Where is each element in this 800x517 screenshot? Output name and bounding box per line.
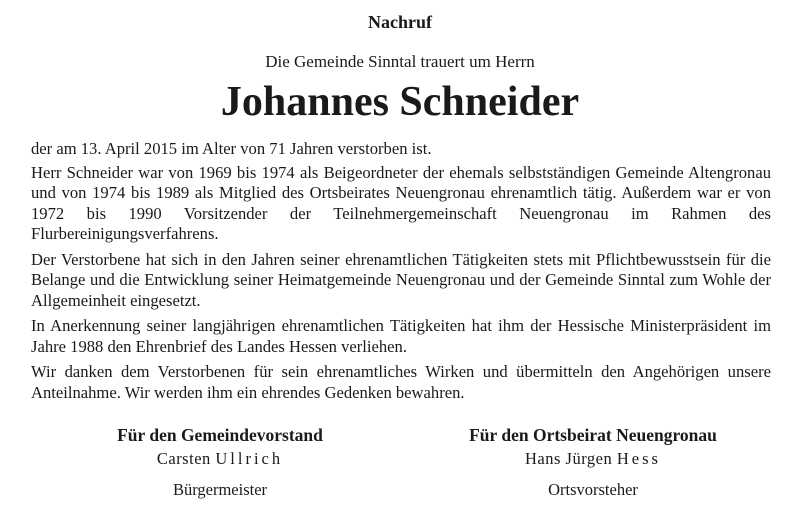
notice-body (31, 139, 771, 408)
signature-organization: Für den Ortsbeirat Neuengronau (469, 425, 717, 445)
deceased-name: Johannes Schneider (220, 79, 580, 125)
paragraph-honor: In Anerkennung seiner langjährigen ehrenamtlichen Tätigkeiten hat ihm der Hessische Ministerpräsident im Jahre 1988 den Ehrenbrief des Landes Hessen verliehen. (31, 316, 771, 356)
signature-role: Ortsvorsteher (548, 480, 638, 499)
signature-organization: Für den Gemeindevorstand (117, 425, 323, 445)
paragraph-commitment: Der Verstorbene hat sich in den Jahren seiner ehrenamtlichen Tätigkeiten stets mit Pflichtbewusstsein für die Belange und die Entwicklung seiner Heimatgemeinde Neuengronau und der Gemeinde Sinntal zum Wohle der Allgemeinheit eingesetzt. (31, 249, 771, 310)
paragraph-death-date: der am 13. April 2015 im Alter von 71 Jahren verstorben ist. (31, 139, 432, 158)
paragraph-career: Herr Schneider war von 1969 bis 1974 als Beigeordneter der ehemals selbstständigen Gemeinde Altengronau und von 1974 bis 1989 als Mitglied des Ortsbeirates Neuengronau ehrenamtlich tätig. Außerdem war er von 1972 bis 1990 Vorsitzender der Teilnehmergemeinschaft Neuengronau im Rahmen des Flurbereinigungsverfahrens. (31, 162, 771, 243)
signature-first-name: Hans Jürgen (525, 449, 613, 468)
signature-first-name: Carsten (156, 449, 211, 468)
signature-last-name: Hess (616, 449, 661, 468)
paragraph-thanks: Wir danken dem Verstorbenen für sein ehrenamtliches Wirken und übermitteln den Angehörigen unsere Anteilnahme. Wir werden ihm ein ehrendes Gedenken bewahren. (31, 362, 771, 402)
signature-role: Bürgermeister (172, 480, 268, 499)
signature-block-local-council (433, 423, 753, 502)
signature-last-name: Ullrich (215, 449, 284, 468)
signature-person (60, 447, 380, 471)
notice-heading: Nachruf (368, 12, 432, 32)
intro-line: Die Gemeinde Sinntal trauert um Herrn (265, 52, 535, 71)
signature-person (433, 447, 753, 471)
signature-block-municipal-board (60, 423, 380, 502)
